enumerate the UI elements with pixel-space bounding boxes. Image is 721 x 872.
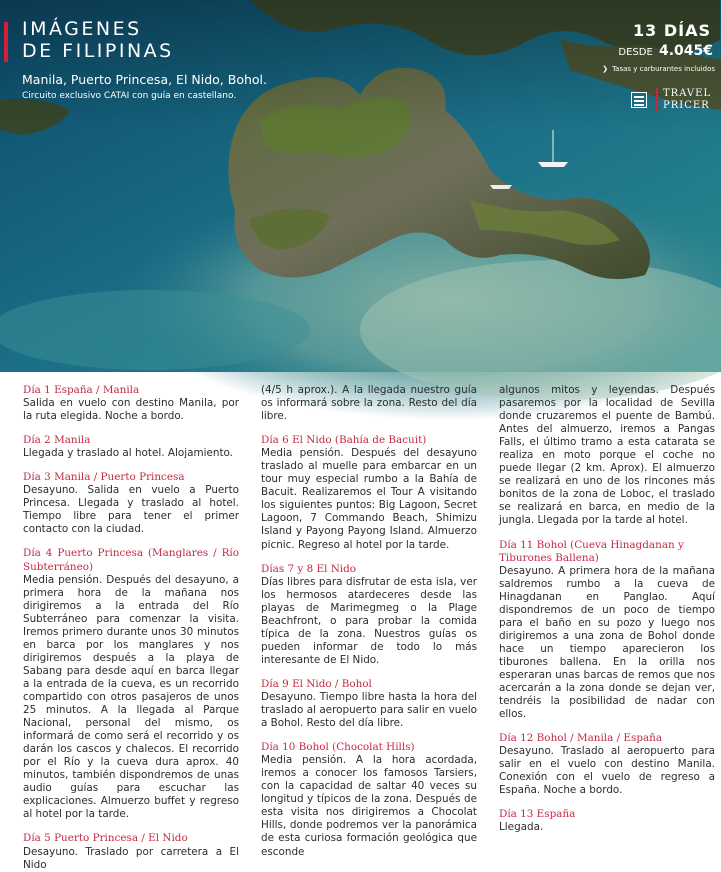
day-text: Desayuno. Tiempo libre hasta la hora del traslado al aeropuerto para salir en vuelo a Bohol. Resto del día libre. — [261, 690, 477, 730]
itinerary-day — [23, 384, 239, 423]
price-block — [618, 43, 713, 59]
day-heading: Día 12 Bohol / Manila / España — [499, 732, 663, 745]
day-heading: Día 6 El Nido (Bahía de Bacuit) — [261, 434, 427, 447]
itinerary-day — [261, 563, 477, 667]
day-text: Desayuno. Traslado al aeropuerto para salir en el vuelo con destino Manila. Conexión con el vuelo de regreso a España. Noche a bordo. — [499, 745, 715, 797]
itinerary-day — [261, 678, 477, 730]
itinerary-day — [23, 434, 239, 460]
itinerary-day — [499, 539, 715, 722]
logo-text — [663, 88, 711, 112]
day-text: Media pensión. Después del desayuno, a primera hora de la mañana nos dirigiremos a la entrada del Río Subterráneo para comenzar la visita. Iremos primero durante unos 30 minutos en barca por los manglares y nos dirigiremos después a la playa de Sabang para desde aquí en barca llegar a la entrada de la cueva, es un recorrido compartido con otros pasajeros de unos 25 minutos. A la llegada al Parque Nacional, personal del mismo, os informará de como será el recorrido y os darán los cascos y chalecos. El recorrido por el Río y la cueva dura aprox. 40 minutos, también dispondremos de unas audio guías para escuchar las explicaciones. Almuerzo buffet y regreso al hotel por la tarde. — [23, 573, 239, 821]
day-text: Desayuno. Traslado por carretera a El Nido — [23, 845, 239, 871]
itinerary-column-1 — [23, 384, 239, 872]
price-value: 4.045€ — [658, 43, 713, 59]
day-text: Llegada. — [499, 821, 544, 834]
logo-line-2: PRICER — [663, 100, 710, 111]
day-heading: Días 7 y 8 El Nido — [261, 562, 357, 575]
day-heading: Día 1 España / Manila — [23, 384, 140, 396]
calculator-icon — [631, 92, 647, 108]
day-text: Salida en vuelo con destino Manila, por la ruta elegida. Noche a bordo. — [23, 397, 239, 423]
price-from-label: DESDE — [618, 47, 653, 58]
day-text: Media pensión. A la hora acordada, iremos a conocer los famosos Tarsiers, con la capacidad de saltar 40 veces su longitud y típicos de la zona. Después de esta visita nos dirigiremos a Chocolat Hills, donde podremos ver la panorámica de esta curiosa formación geológica que esconde — [261, 754, 477, 858]
trip-duration: 13 DÍAS — [633, 21, 711, 40]
day-heading: Día 10 Bohol (Chocolat Hills) — [261, 741, 415, 754]
itinerary-column-2 — [261, 384, 477, 859]
chevron-right-icon: ❯ — [602, 65, 609, 73]
taxes-label: Tasas y carburantes incluidos — [612, 65, 715, 73]
travel-pricer-logo — [631, 88, 716, 112]
itinerary-day — [261, 741, 477, 858]
itinerary-day — [23, 471, 239, 536]
day-continuation-text: (4/5 h aprox.). A la llegada nuestro guía os informará sobre la zona. Resto del día libre. — [261, 384, 477, 423]
day-text: Media pensión. Después del desayuno traslado al muelle para embarcar en un tour muy especial rumbo a la Bahía de Bacuit. Realizaremos el Tour A visitando los siguientes puntos: Big Lagoon, Secret Lagoon, 7 Commando Beach, Shimizu Island y Payong Payong Island. Almuerzo picnic. Regreso al hotel por la tarde. — [261, 447, 477, 551]
itinerary-day — [499, 808, 715, 834]
hero-section — [0, 0, 721, 372]
day-continuation-text: algunos mitos y leyendas. Después pasaremos por la localidad de Sevilla donde cruzaremos el puente de Bambú. Antes del almuerzo, iremos a Pangas Falls, el último tramo a esta catarata se realiza en moto porque el coche no puede llegar (2 km. Aprox). El almuerzo se realizará en uno de los rincones más bonitos de la zona de Loboc, el traslado se realizará en barca, en medio de la jungla. Llegada por la tarde al hotel. — [499, 384, 715, 527]
taxes-note — [602, 65, 715, 73]
day-text: Desayuno. Salida en vuelo a Puerto Princesa. Llegada y traslado al hotel. Tiempo libre para tener el primer contacto con la ciudad. — [23, 484, 239, 536]
circuit-text: Circuito exclusivo CATAI con guía en castellano. — [22, 91, 237, 101]
day-heading: Día 11 Bohol (Cueva Hinagdanan y Tiburones Ballena) — [499, 538, 684, 564]
day-heading: Día 4 Puerto Princesa (Manglares / Río Subterráneo) — [23, 547, 239, 573]
itinerary-day — [23, 832, 239, 871]
page-title — [22, 18, 174, 62]
day-heading: Día 9 El Nido / Bohol — [261, 677, 372, 690]
day-text: Llegada y traslado al hotel. Alojamiento. — [23, 447, 233, 460]
logo-accent-bar — [656, 88, 658, 112]
day-heading: Día 13 España — [499, 808, 576, 821]
itinerary-day — [23, 547, 239, 821]
itinerary-day — [261, 434, 477, 551]
day-text: Días libres para disfrutar de esta isla, ver los hermosos atardeceres desde las playas de Marimegmeg o la Plage Beachfront, o para probar la comida típica de la zona. Nuestros guías os pueden informar de todo lo más interesante de El Nido. — [261, 575, 477, 666]
title-line-1: IMÁGENES — [22, 18, 142, 40]
day-heading: Día 3 Manila / Puerto Princesa — [23, 471, 185, 484]
title-accent-bar — [4, 22, 8, 62]
route-text: Manila, Puerto Princesa, El Nido, Bohol. — [22, 72, 267, 87]
day-text: Desayuno. A primera hora de la mañana saldremos rumbo a la cueva de Hinagdanan en Panglao. Aquí dispondremos de un poco de tiempo para el baño en su pozo y luego nos dirigiremos a una zona de Bohol donde hace un tiempo aparecieron los tiburones ballena. En la orilla nos esperaran unas barcas de remos que nos acercarán a la zona donde se dejan ver, tendréis la posibilidad de nadar con ellos. — [499, 564, 715, 721]
itinerary-day — [499, 732, 715, 797]
itinerary-column-3 — [499, 384, 715, 835]
title-line-2: DE FILIPINAS — [22, 40, 174, 62]
day-heading: Día 5 Puerto Princesa / El Nido — [23, 832, 188, 845]
day-heading: Día 2 Manila — [23, 434, 91, 447]
logo-line-1: TRAVEL — [663, 88, 712, 99]
